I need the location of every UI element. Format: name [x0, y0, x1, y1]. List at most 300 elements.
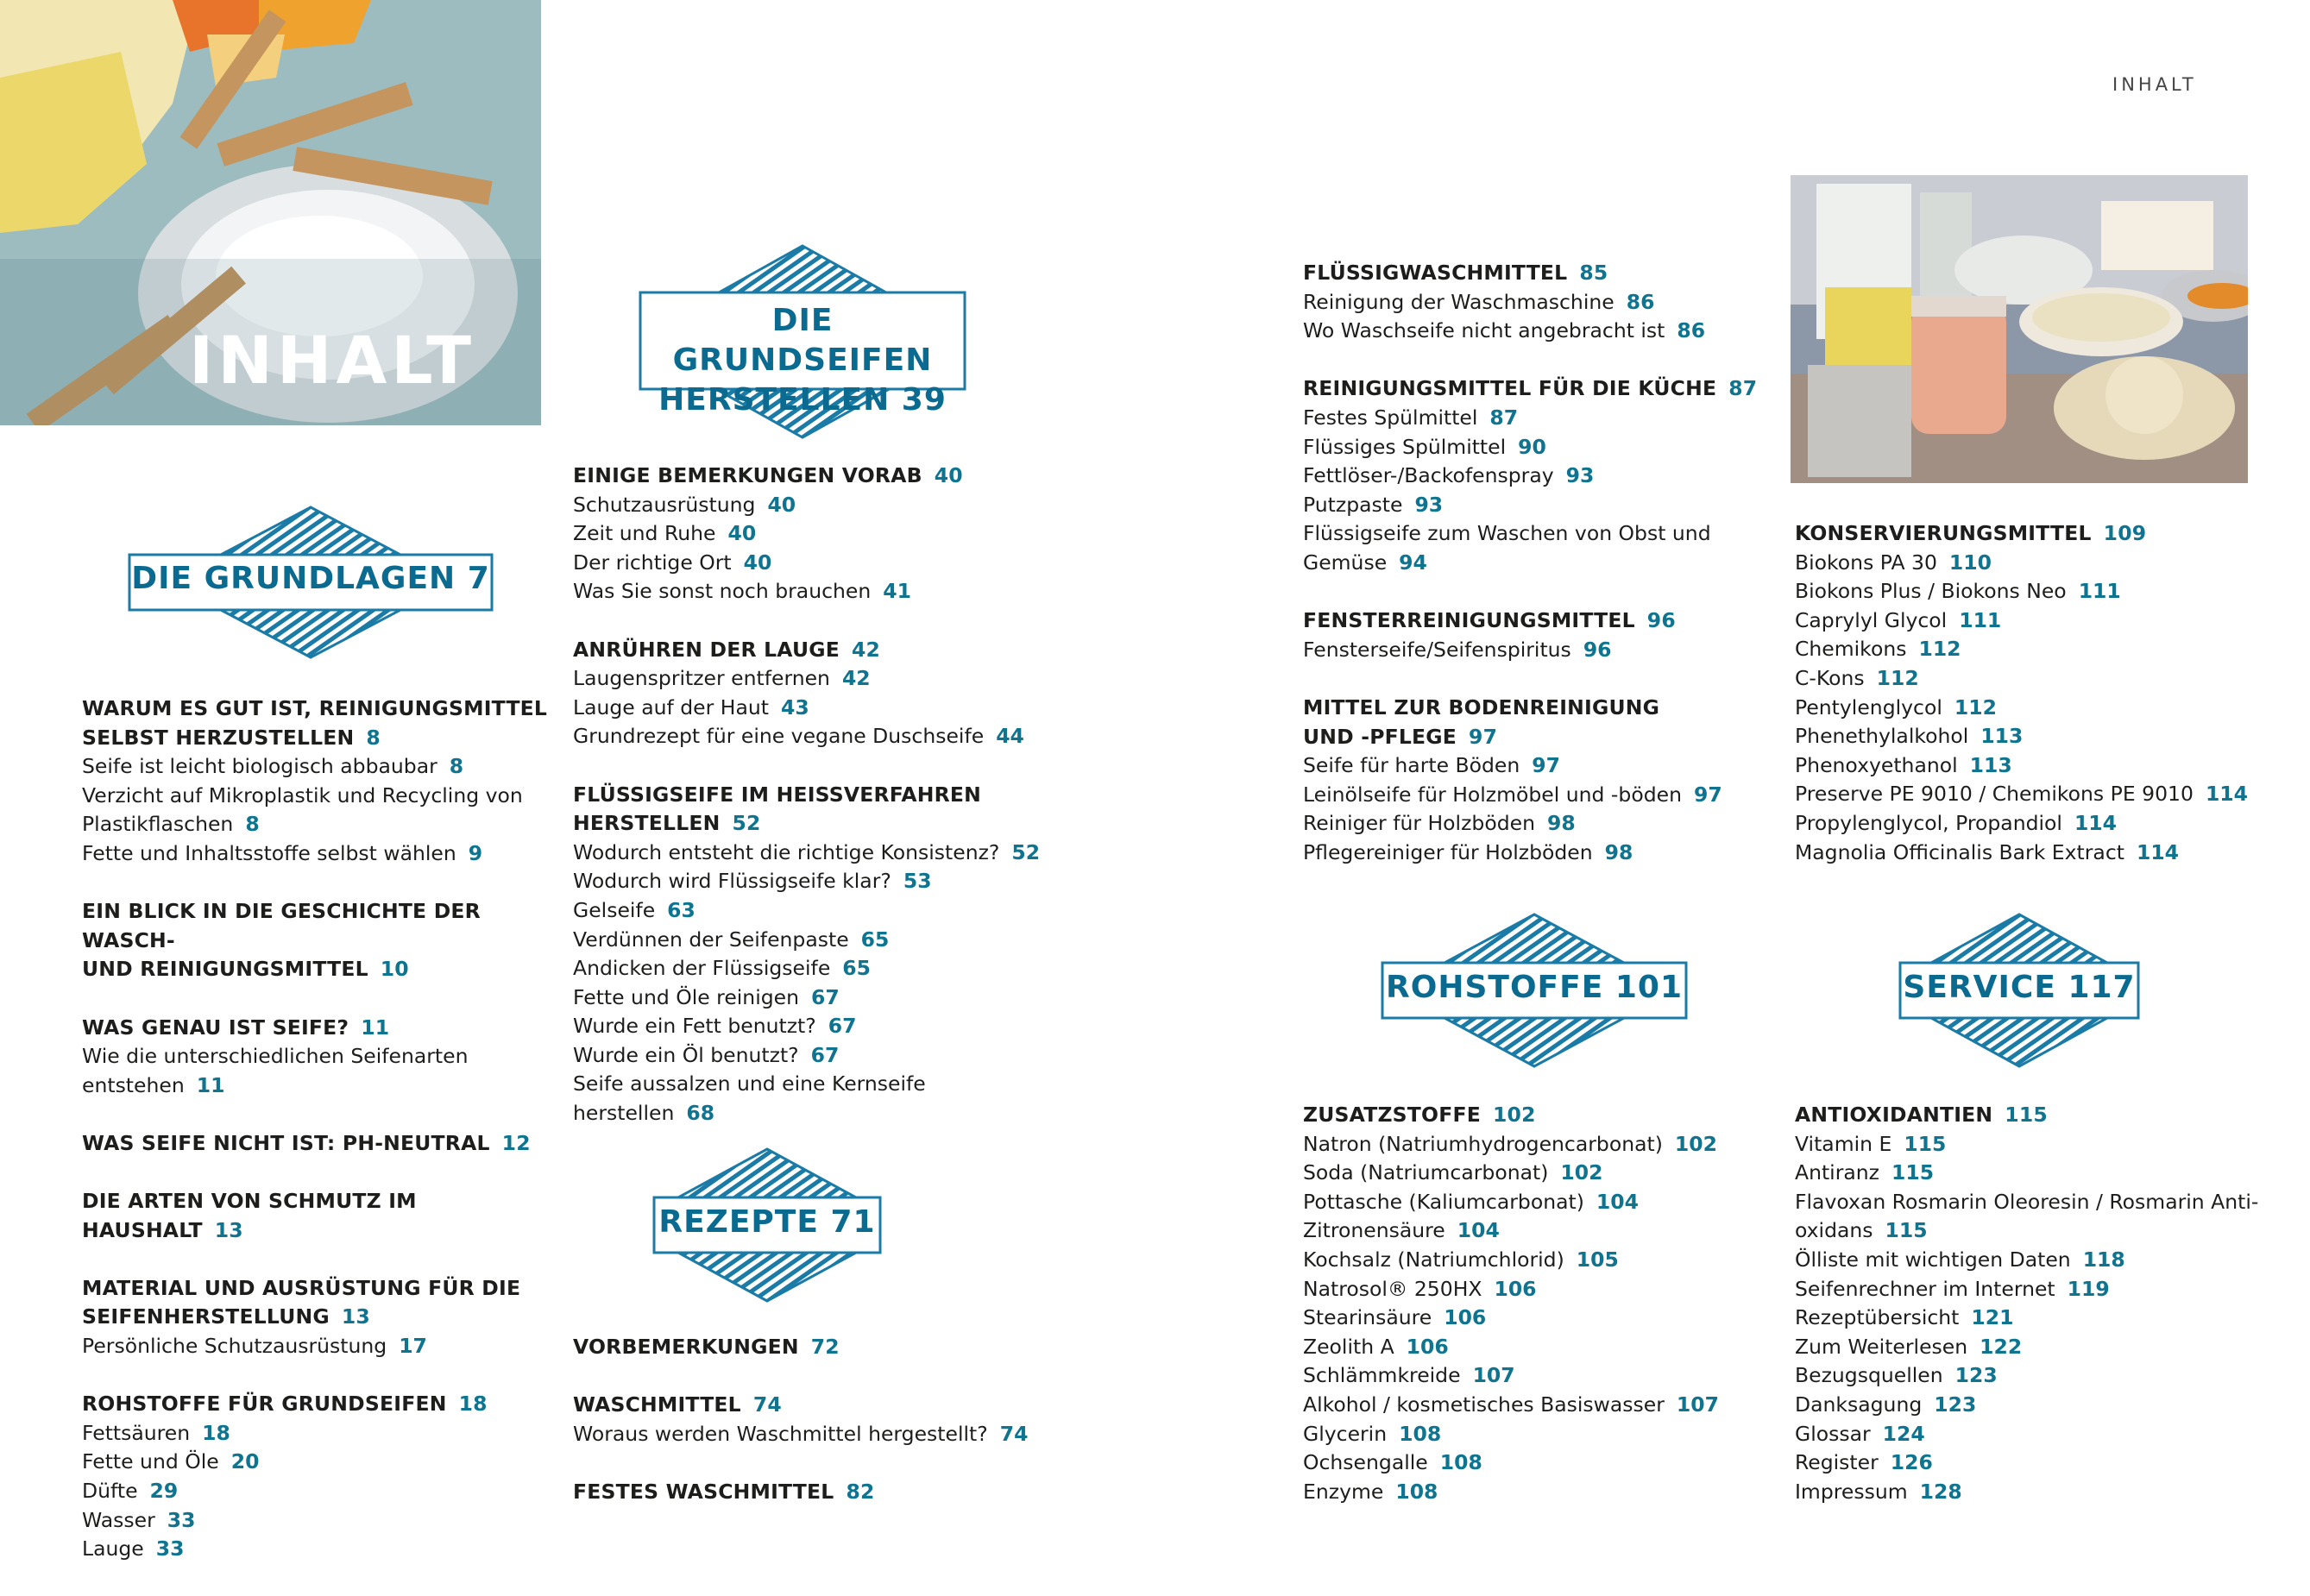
toc-heading-text: WASCHMITTEL [573, 1392, 741, 1417]
toc-heading[interactable] [1303, 606, 1769, 636]
toc-entry-text: Lauge auf der Haut [573, 694, 769, 719]
toc-entry[interactable] [82, 782, 548, 811]
toc-entry[interactable] [1303, 288, 1769, 317]
toc-entry-text: Düfte [82, 1479, 138, 1504]
page-number: 63 [667, 897, 696, 922]
page-number: 87 [1728, 376, 1758, 401]
section-gap [573, 1448, 1056, 1478]
toc-entry-text: Festes Spülmittel [1303, 405, 1478, 430]
toc-entry[interactable] [1795, 1246, 2278, 1275]
page-number: 107 [1472, 1363, 1515, 1388]
toc-entry-text: Biokons PA 30 [1795, 550, 1937, 575]
toc-entry-text: Natrosol® 250HX [1303, 1276, 1482, 1301]
page-number: 40 [727, 521, 757, 546]
toc-entry[interactable] [82, 810, 548, 839]
toc-heading[interactable] [82, 1274, 548, 1304]
running-head: INHALT [2112, 74, 2197, 95]
toc-heading[interactable] [1303, 374, 1769, 404]
toc-entry[interactable] [573, 549, 1056, 578]
toc-entry-text: Wurde ein Öl benutzt? [573, 1042, 799, 1067]
toc-entry[interactable] [82, 839, 548, 869]
toc-entry[interactable] [1303, 462, 1769, 491]
toc-entry-text: Phenethylalkohol [1795, 724, 1969, 749]
toc-entry-text: Impressum [1795, 1479, 1908, 1504]
page-number: 33 [155, 1536, 185, 1561]
page-number: 86 [1677, 318, 1706, 343]
page-number: 113 [1980, 724, 2024, 749]
page-number: 43 [780, 694, 809, 719]
toc-entry-text: Gelseife [573, 897, 656, 922]
page-number: 102 [1492, 1103, 1536, 1127]
toc-entry-text: Seifenrechner im Internet [1795, 1276, 2055, 1301]
toc-entry[interactable] [573, 1420, 1056, 1449]
page-number: 93 [1414, 492, 1444, 517]
page-number: 98 [1604, 839, 1633, 864]
toc-entry[interactable] [82, 1042, 548, 1071]
toc-entry[interactable] [1795, 1420, 2278, 1449]
toc-column-3b [1303, 1101, 1769, 1506]
cover-photo-right [1791, 175, 2248, 483]
toc-entry-text: entstehen [82, 1072, 185, 1097]
toc-entry-text: Andicken der Flüssigseife [573, 956, 831, 981]
toc-heading[interactable] [1303, 694, 1769, 723]
toc-entry-text: Bezugsquellen [1795, 1363, 1943, 1388]
toc-entry-text: Persönliche Schutzausrüstung [82, 1334, 387, 1359]
page-number: 18 [458, 1392, 488, 1417]
section-emblem-rohstoffe [1381, 913, 1688, 1068]
section-gap [82, 1159, 548, 1188]
toc-heading-text: REINIGUNGSMITTEL FÜR DIE KÜCHE [1303, 376, 1717, 401]
toc-heading[interactable] [1303, 723, 1769, 752]
toc-entry[interactable] [1795, 1361, 2278, 1391]
page-number: 96 [1583, 637, 1612, 662]
page-number: 67 [811, 984, 840, 1009]
toc-heading[interactable] [1303, 259, 1769, 288]
toc-heading-text: FENSTERREINIGUNGSMITTEL [1303, 608, 1635, 633]
toc-entry-text: C-Kons [1795, 665, 1865, 690]
toc-entry-text: Zeit und Ruhe [573, 521, 716, 546]
page-number: 40 [934, 463, 963, 487]
page-number: 119 [2067, 1276, 2110, 1301]
toc-entry-text: Alkohol / kosmetisches Basiswasser [1303, 1392, 1665, 1417]
page-number: 123 [1954, 1363, 1998, 1388]
page-number: 107 [1676, 1392, 1719, 1417]
page-number: 85 [1579, 261, 1608, 285]
page-number: 29 [149, 1479, 179, 1504]
page-number: 106 [1406, 1334, 1449, 1359]
toc-entry[interactable] [573, 896, 1056, 926]
toc-heading[interactable] [1303, 1101, 1769, 1130]
page-number: 123 [1934, 1392, 1977, 1417]
toc-entry[interactable] [1303, 1130, 1769, 1159]
toc-entry[interactable] [1795, 1478, 2278, 1507]
toc-entry-text: Seife ist leicht biologisch abbaubar [82, 754, 437, 779]
toc-entry-text: Zeolith A [1303, 1334, 1394, 1359]
toc-entry-text: Kochsalz (Natriumchlorid) [1303, 1247, 1564, 1272]
page-number: 102 [1560, 1160, 1603, 1185]
page-number: 53 [903, 869, 932, 894]
toc-entry[interactable] [573, 867, 1056, 896]
page-number: 52 [1011, 839, 1041, 864]
page-number: 115 [2005, 1103, 2048, 1127]
toc-column-2a [573, 462, 1056, 1128]
toc-entry[interactable] [1303, 1159, 1769, 1188]
toc-heading[interactable] [573, 781, 1056, 810]
page-number: 108 [1395, 1479, 1438, 1504]
page-number: 105 [1576, 1247, 1619, 1272]
toc-entry-text: Caprylyl Glycol [1795, 607, 1948, 632]
toc-entry-text: Seife aussalzen und eine Kernseife herstellen [573, 1071, 926, 1126]
toc-entry-text: Flavoxan Rosmarin Oleoresin / Rosmarin Anti- [1795, 1189, 2259, 1214]
page-number: 106 [1494, 1276, 1537, 1301]
toc-entry-text: Grundrezept für eine vegane Duschseife [573, 724, 985, 749]
toc-entry[interactable] [573, 839, 1056, 868]
toc-entry[interactable] [1303, 809, 1769, 839]
toc-entry[interactable] [1795, 1304, 2278, 1333]
toc-entry-text: Fette und Inhaltsstoffe selbst wählen [82, 840, 456, 865]
toc-entry[interactable] [1303, 549, 1769, 578]
page-number: 11 [196, 1072, 225, 1097]
page-number: 110 [1948, 550, 1992, 575]
section-emblem-grundseifen [639, 244, 966, 439]
section-gap [82, 869, 548, 898]
toc-heading-text: VORBEMERKUNGEN [573, 1335, 799, 1359]
page-number: 128 [1919, 1479, 1962, 1504]
toc-heading[interactable] [82, 1014, 548, 1043]
toc-entry[interactable] [1303, 519, 1769, 549]
toc-entry[interactable] [573, 1070, 1056, 1128]
toc-entry-text: Reiniger für Holzböden [1303, 811, 1535, 836]
toc-entry-text: Laugenspritzer entfernen [573, 666, 830, 691]
toc-entry-text: Der richtige Ort [573, 550, 732, 575]
toc-heading-text: DIE ARTEN VON SCHMUTZ IM HAUSHALT [82, 1189, 417, 1242]
toc-heading[interactable] [82, 1303, 548, 1332]
page-number: 106 [1444, 1305, 1487, 1330]
toc-entry[interactable] [1795, 549, 2278, 578]
toc-entry-text: Schutzausrüstung [573, 492, 756, 517]
toc-heading[interactable] [82, 1129, 548, 1159]
section-gap [573, 606, 1056, 636]
toc-heading-text: MATERIAL UND AUSRÜSTUNG FÜR DIE [82, 1275, 521, 1300]
toc-entry-text: Register [1795, 1450, 1879, 1475]
toc-heading[interactable] [573, 1333, 1056, 1362]
page-number: 104 [1457, 1218, 1500, 1243]
toc-entry-text: Preserve PE 9010 / Chemikons PE 9010 [1795, 782, 2194, 807]
toc-entry-text: Flüssigseife zum Waschen von Obst und [1303, 521, 1711, 546]
toc-entry-text: Putzpaste [1303, 492, 1403, 517]
page-number: 33 [167, 1507, 196, 1532]
page-number: 8 [366, 725, 381, 750]
toc-entry-text: Wasser [82, 1507, 155, 1532]
toc-heading-text: ZUSATZSTOFFE [1303, 1103, 1481, 1127]
page-number: 74 [999, 1421, 1029, 1446]
toc-entry[interactable] [573, 577, 1056, 606]
toc-heading[interactable] [573, 1478, 1056, 1507]
toc-entry-text: Magnolia Officinalis Bark Extract [1795, 839, 2124, 864]
toc-entry[interactable] [1795, 1130, 2278, 1159]
toc-heading-text: HERSTELLEN [573, 811, 721, 836]
toc-entry[interactable] [1795, 577, 2278, 606]
toc-entry[interactable] [82, 1477, 548, 1506]
toc-entry[interactable] [1795, 722, 2278, 751]
toc-entry-text: Fettlöser-/Backofenspray [1303, 463, 1554, 488]
page-number: 97 [1469, 724, 1498, 749]
toc-heading-text: KONSERVIERUNGSMITTEL [1795, 521, 2092, 545]
toc-entry-text: Glycerin [1303, 1421, 1388, 1446]
toc-entry[interactable] [573, 694, 1056, 723]
section-emblem-service [1898, 913, 2140, 1068]
toc-heading[interactable] [82, 1390, 548, 1419]
toc-entry[interactable] [82, 1506, 548, 1536]
toc-entry-text: Biokons Plus / Biokons Neo [1795, 579, 2067, 604]
section-gap [1303, 578, 1769, 607]
toc-entry[interactable] [1303, 433, 1769, 462]
toc-heading[interactable] [573, 462, 1056, 491]
toc-entry-text: Fette und Öle reinigen [573, 984, 799, 1009]
toc-heading[interactable] [573, 636, 1056, 665]
toc-heading-text: FESTES WASCHMITTEL [573, 1479, 834, 1504]
toc-entry[interactable] [1795, 1275, 2278, 1304]
toc-entry[interactable] [1303, 404, 1769, 433]
toc-entry-text: Stearinsäure [1303, 1305, 1432, 1330]
page-number: 115 [1885, 1218, 1928, 1243]
toc-column-1 [82, 694, 548, 1564]
toc-entry[interactable] [1795, 1216, 2278, 1246]
toc-entry[interactable] [82, 1332, 548, 1361]
page-number: 52 [732, 811, 761, 836]
page-number: 13 [214, 1217, 243, 1242]
toc-entry[interactable] [1303, 1448, 1769, 1478]
toc-entry[interactable] [573, 664, 1056, 694]
toc-column-3a [1303, 259, 1769, 867]
toc-entry[interactable] [1795, 1391, 2278, 1420]
toc-entry[interactable] [1795, 1448, 2278, 1478]
toc-heading-text: FLÜSSIGWASCHMITTEL [1303, 261, 1568, 285]
page-number: 72 [810, 1335, 840, 1359]
page-number: 96 [1646, 608, 1676, 633]
toc-column-4a [1795, 519, 2278, 867]
page-number: 108 [1399, 1421, 1442, 1446]
toc-heading-text: EIN BLICK IN DIE GESCHICHTE DER WASCH- [82, 899, 481, 952]
toc-entry[interactable] [1303, 1188, 1769, 1217]
page-number: 109 [2103, 521, 2147, 545]
toc-entry[interactable] [1795, 1159, 2278, 1188]
toc-heading-text: EINIGE BEMERKUNGEN VORAB [573, 463, 922, 487]
toc-heading[interactable] [1795, 519, 2278, 549]
toc-heading[interactable] [82, 694, 548, 724]
page-number: 68 [686, 1101, 715, 1126]
toc-entry-text: Natron (Natriumhydrogencarbonat) [1303, 1131, 1663, 1156]
toc-entry-text: Soda (Natriumcarbonat) [1303, 1160, 1549, 1185]
page-number: 114 [2205, 782, 2249, 807]
toc-entry-text: Zitronensäure [1303, 1218, 1445, 1243]
toc-entry-text: Ölliste mit wichtigen Daten [1795, 1247, 2071, 1272]
toc-entry[interactable] [573, 491, 1056, 520]
toc-entry[interactable] [573, 519, 1056, 549]
toc-entry[interactable] [573, 1041, 1056, 1071]
toc-heading-text: UND -PFLEGE [1303, 724, 1457, 749]
page-number: 10 [380, 957, 409, 982]
toc-heading-text: UND REINIGUNGSMITTEL [82, 957, 368, 982]
toc-heading[interactable] [82, 1187, 548, 1245]
page-number: 111 [2078, 579, 2121, 604]
toc-entry[interactable] [573, 722, 1056, 751]
toc-entry[interactable] [1303, 1246, 1769, 1275]
toc-entry-text: Propylenglycol, Propandiol [1795, 810, 2062, 835]
toc-column-4b [1795, 1101, 2278, 1506]
toc-entry[interactable] [1795, 664, 2278, 694]
toc-entry-text: Verzicht auf Mikroplastik und Recycling von [82, 782, 523, 807]
page-number: 12 [501, 1130, 531, 1155]
toc-entry-text: Seife für harte Böden [1303, 753, 1520, 778]
page-number: 121 [1971, 1305, 2014, 1330]
page-number: 67 [810, 1042, 840, 1067]
toc-entry[interactable] [1303, 1361, 1769, 1391]
emblem-label: DIE GRUNDLAGEN 7 [131, 561, 490, 596]
toc-entry-text: Lauge [82, 1536, 144, 1561]
toc-entry[interactable] [1303, 1391, 1769, 1420]
toc-heading-text: SELBST HERZUSTELLEN [82, 725, 355, 750]
page-number: 20 [230, 1449, 260, 1474]
toc-entry[interactable] [1795, 751, 2278, 781]
page-number: 8 [449, 754, 464, 779]
toc-entry-text: Glossar [1795, 1421, 1871, 1446]
toc-entry-text: Wie die unterschiedlichen Seifenarten [82, 1044, 469, 1069]
toc-entry-text: Pflegereiniger für Holzböden [1303, 839, 1593, 864]
toc-entry[interactable] [1795, 809, 2278, 839]
section-gap [1303, 346, 1769, 375]
toc-entry[interactable] [1303, 839, 1769, 868]
toc-entry-text: Reinigung der Waschmaschine [1303, 289, 1614, 314]
toc-entry[interactable] [1795, 780, 2278, 809]
toc-entry-text: Phenoxyethanol [1795, 752, 1958, 777]
toc-heading[interactable] [1795, 1101, 2278, 1130]
toc-heading-text: ROHSTOFFE FÜR GRUNDSEIFEN [82, 1392, 447, 1417]
toc-entry[interactable] [1303, 1275, 1769, 1304]
toc-heading[interactable] [573, 809, 1056, 839]
toc-heading-text: SEIFENHERSTELLUNG [82, 1304, 330, 1329]
page-number: 87 [1489, 405, 1519, 430]
section-gap [82, 1100, 548, 1129]
toc-entry-text: Woraus werden Waschmittel hergestellt? [573, 1421, 988, 1446]
toc-heading[interactable] [82, 955, 548, 984]
page-number: 118 [2082, 1247, 2125, 1272]
toc-heading[interactable] [82, 897, 548, 955]
toc-entry[interactable] [1795, 1333, 2278, 1362]
toc-entry-text: Danksagung [1795, 1392, 1923, 1417]
toc-entry[interactable] [82, 1535, 548, 1564]
toc-entry[interactable] [1795, 606, 2278, 636]
page-number: 112 [1876, 665, 1919, 690]
page-number: 13 [341, 1304, 370, 1329]
page-number: 97 [1532, 753, 1560, 778]
toc-entry[interactable] [573, 1012, 1056, 1041]
toc-entry[interactable] [1795, 839, 2278, 868]
toc-entry[interactable] [573, 954, 1056, 983]
toc-entry-text: Pottasche (Kaliumcarbonat) [1303, 1189, 1584, 1214]
toc-entry-text: Enzyme [1303, 1479, 1384, 1504]
toc-heading-text: ANTIOXIDANTIEN [1795, 1103, 1993, 1127]
page-number: 90 [1518, 434, 1546, 459]
toc-entry[interactable] [1303, 491, 1769, 520]
page-number: 18 [202, 1420, 230, 1445]
toc-heading-text: FLÜSSIGSEIFE IM HEISSVERFAHREN [573, 782, 982, 807]
toc-entry-text: Leinölseife für Holzmöbel und -böden [1303, 782, 1682, 807]
toc-entry[interactable] [1303, 1216, 1769, 1246]
page-number: 102 [1674, 1131, 1717, 1156]
toc-entry[interactable] [1795, 694, 2278, 723]
toc-entry-text: Schlämmkreide [1303, 1363, 1461, 1388]
toc-entry[interactable] [82, 1071, 548, 1101]
toc-entry[interactable] [82, 1448, 548, 1477]
page-number: 40 [767, 492, 796, 517]
toc-heading[interactable] [82, 724, 548, 753]
toc-entry[interactable] [573, 983, 1056, 1013]
page-number: 82 [846, 1479, 875, 1504]
toc-entry-text: Plastikflaschen [82, 812, 234, 837]
page-number: 97 [1693, 782, 1722, 807]
toc-heading-text: WAS GENAU IST SEIFE? [82, 1015, 349, 1040]
page-number: 86 [1626, 289, 1655, 314]
toc-entry-text: oxidans [1795, 1218, 1873, 1243]
toc-heading-text: WARUM ES GUT IST, REINIGUNGSMITTEL [82, 696, 548, 720]
toc-entry[interactable] [1303, 751, 1769, 781]
page-number: 112 [1918, 637, 1961, 662]
page-number: 17 [399, 1334, 427, 1359]
section-gap [573, 1362, 1056, 1392]
page-number: 111 [1959, 607, 2002, 632]
toc-entry[interactable] [82, 752, 548, 782]
toc-entry-text: Ochsengalle [1303, 1450, 1428, 1475]
emblem-label: ROHSTOFFE 101 [1386, 970, 1683, 1005]
toc-heading[interactable] [573, 1391, 1056, 1420]
emblem-label: SERVICE 117 [1903, 970, 2136, 1005]
page-number: 122 [1980, 1334, 2023, 1359]
toc-entry-text: Wurde ein Fett benutzt? [573, 1014, 816, 1039]
toc-heading-text: WAS SEIFE NICHT IST: PH-NEUTRAL [82, 1130, 490, 1155]
emblem-label-line1: DIE GRUNDSEIFEN [672, 303, 933, 378]
page-number: 112 [1954, 694, 1997, 719]
toc-entry-text: Rezeptübersicht [1795, 1305, 1960, 1330]
page-number: 40 [743, 550, 772, 575]
toc-entry[interactable] [1303, 1478, 1769, 1507]
toc-entry[interactable] [1303, 1304, 1769, 1333]
page-number: 114 [2074, 810, 2118, 835]
toc-entry[interactable] [573, 926, 1056, 955]
toc-entry[interactable] [1303, 317, 1769, 346]
page-number: 42 [852, 637, 881, 662]
page-number: 115 [1904, 1131, 1947, 1156]
page-number: 114 [2136, 839, 2180, 864]
toc-entry[interactable] [1303, 1420, 1769, 1449]
toc-entry[interactable] [1303, 636, 1769, 665]
page-number: 115 [1891, 1160, 1935, 1185]
toc-heading-text: MITTEL ZUR BODENREINIGUNG [1303, 694, 1660, 719]
page-number: 41 [883, 579, 911, 604]
emblem-label-line2: HERSTELLEN 39 [658, 382, 947, 418]
section-gap [1303, 664, 1769, 694]
toc-column-2b [573, 1333, 1056, 1507]
toc-entry[interactable] [1795, 1188, 2278, 1217]
page-number: 65 [860, 927, 890, 952]
page-number: 113 [1969, 752, 2012, 777]
toc-entry[interactable] [1303, 1333, 1769, 1362]
page-title: INHALT [189, 322, 475, 399]
toc-entry[interactable] [82, 1419, 548, 1448]
toc-entry[interactable] [1303, 781, 1769, 810]
toc-entry-text: Zum Weiterlesen [1795, 1334, 1968, 1359]
toc-entry[interactable] [1795, 635, 2278, 664]
